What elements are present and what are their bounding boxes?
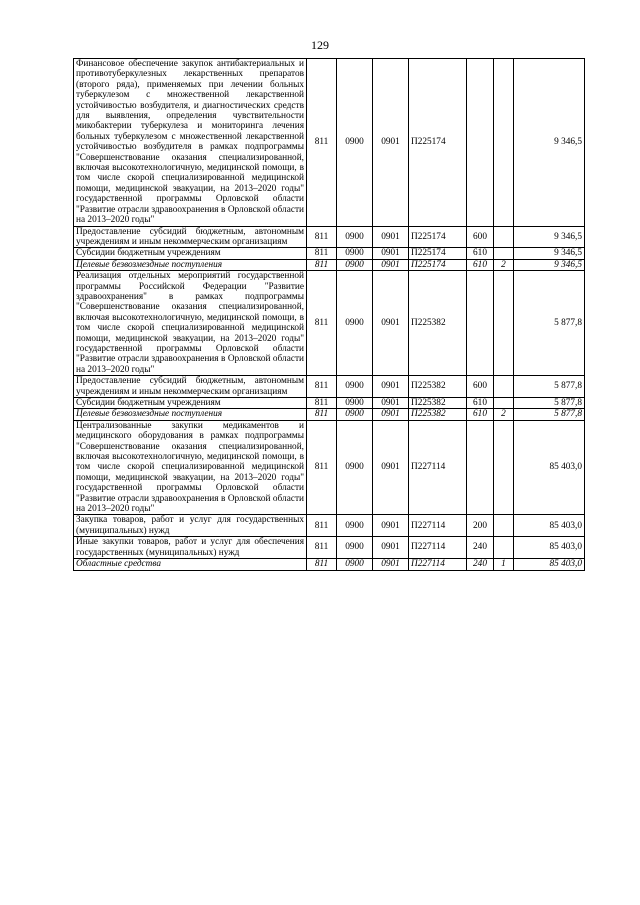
row-subsection: 0901 — [373, 271, 409, 376]
row-expense-type: 610 — [467, 248, 494, 259]
row-grbs: 811 — [307, 515, 337, 537]
row-amount: 5 877,8 — [514, 376, 585, 398]
row-expense-type: 240 — [467, 537, 494, 559]
row-target-article: П227114 — [409, 537, 467, 559]
row-subsection: 0901 — [373, 515, 409, 537]
row-name: Целевые безвозмездные поступления — [74, 409, 307, 420]
row-grbs: 811 — [307, 420, 337, 515]
row-subsection: 0901 — [373, 537, 409, 559]
row-name: Субсидии бюджетным учреждениям — [74, 248, 307, 259]
row-target-article: П225382 — [409, 376, 467, 398]
row-subsection: 0901 — [373, 248, 409, 259]
row-section: 0900 — [337, 376, 373, 398]
row-expense-type: 610 — [467, 409, 494, 420]
row-target-article: П227114 — [409, 420, 467, 515]
row-subsection: 0901 — [373, 226, 409, 248]
row-funding-source — [494, 271, 514, 376]
row-target-article: П227114 — [409, 559, 467, 570]
row-subsection: 0901 — [373, 376, 409, 398]
row-grbs: 811 — [307, 226, 337, 248]
row-funding-source — [494, 537, 514, 559]
row-funding-source: 2 — [494, 259, 514, 270]
row-section: 0900 — [337, 515, 373, 537]
row-grbs: 811 — [307, 271, 337, 376]
table-row — [74, 248, 585, 259]
row-amount: 85 403,0 — [514, 515, 585, 537]
table-row — [74, 559, 585, 570]
row-name: Предоставление субсидий бюджетным, автономным учреждениям и иным некоммерческим организациям — [74, 226, 307, 248]
row-funding-source — [494, 248, 514, 259]
row-target-article: П225382 — [409, 271, 467, 376]
row-expense-type: 600 — [467, 376, 494, 398]
row-section: 0900 — [337, 259, 373, 270]
budget-table — [73, 58, 585, 571]
row-name: Областные средства — [74, 559, 307, 570]
row-target-article: П227114 — [409, 515, 467, 537]
page-number: 129 — [311, 38, 329, 52]
row-subsection: 0901 — [373, 559, 409, 570]
row-expense-type — [467, 59, 494, 227]
row-target-article: П225382 — [409, 398, 467, 409]
row-grbs: 811 — [307, 259, 337, 270]
row-amount: 9 346,5 — [514, 259, 585, 270]
row-section: 0900 — [337, 409, 373, 420]
row-expense-type: 610 — [467, 259, 494, 270]
table-row — [74, 398, 585, 409]
row-section: 0900 — [337, 420, 373, 515]
row-section: 0900 — [337, 537, 373, 559]
row-target-article: П225174 — [409, 226, 467, 248]
row-subsection: 0901 — [373, 420, 409, 515]
table-row — [74, 515, 585, 537]
row-grbs: 811 — [307, 398, 337, 409]
table-row — [74, 226, 585, 248]
row-section: 0900 — [337, 59, 373, 227]
row-expense-type: 610 — [467, 398, 494, 409]
row-grbs: 811 — [307, 376, 337, 398]
row-subsection: 0901 — [373, 59, 409, 227]
row-expense-type — [467, 271, 494, 376]
row-amount: 5 877,8 — [514, 271, 585, 376]
row-name: Централизованные закупки медикаментов и медицинского оборудования в рамках подпрограммы "Совершенствование оказания специализированной, включая высокотехнологичную, медицинской помощи, в том числе скорой специализированной медицинской помощи, медицинской эвакуации, на 2013–2020 годы" государственной программы Орловской области "Развитие отрасли здравоохранения в Орловской области на 2013–2020 годы" — [74, 420, 307, 515]
row-name: Предоставление субсидий бюджетным, автономным учреждениям и иным некоммерческим организациям — [74, 376, 307, 398]
row-subsection: 0901 — [373, 398, 409, 409]
row-expense-type — [467, 420, 494, 515]
row-amount: 5 877,8 — [514, 409, 585, 420]
row-amount: 5 877,8 — [514, 398, 585, 409]
row-grbs: 811 — [307, 409, 337, 420]
row-target-article: П225174 — [409, 248, 467, 259]
row-subsection: 0901 — [373, 409, 409, 420]
row-amount: 85 403,0 — [514, 537, 585, 559]
row-target-article: П225174 — [409, 59, 467, 227]
row-amount: 85 403,0 — [514, 559, 585, 570]
row-amount: 9 346,5 — [514, 59, 585, 227]
row-amount: 9 346,5 — [514, 226, 585, 248]
row-section: 0900 — [337, 248, 373, 259]
row-funding-source — [494, 398, 514, 409]
row-section: 0900 — [337, 559, 373, 570]
table-row — [74, 59, 585, 227]
table-row — [74, 409, 585, 420]
row-name: Финансовое обеспечение закупок антибактериальных и противотуберкулезных лекарственных препаратов (второго ряда), применяемых при лечении больных туберкулезом с множественной лекарственной устойчивостью возбудителя, и диагностических средств для выявления, определения чувствительности микобактерии туберкулеза и мониторинга лечения больных туберкулезом с множественной лекарственной устойчивостью возбудителя в рамках подпрограммы "Совершенствование оказания специализированной, включая высокотехнологичную, медицинской помощи, в том числе скорой специализированной медицинской помощи, медицинской эвакуации, на 2013–2020 годы" государственной программы Орловской области "Развитие отрасли здравоохранения в Орловской области на 2013–2020 годы" — [74, 59, 307, 227]
row-name: Реализация отдельных мероприятий государственной программы Российской Федерации "Развитие здравоохранения" в рамках подпрограммы "Совершенствование оказания специализированной, включая высокотехнологичную, медицинской помощи, в том числе скорой специализированной медицинской помощи, медицинской эвакуации, на 2013–2020 годы" государственной программы Орловской области "Развитие отрасли здравоохранения в Орловской области на 2013–2020 годы" — [74, 271, 307, 376]
row-name: Субсидии бюджетным учреждениям — [74, 398, 307, 409]
table-row — [74, 420, 585, 515]
row-funding-source — [494, 59, 514, 227]
row-expense-type: 240 — [467, 559, 494, 570]
row-funding-source — [494, 515, 514, 537]
row-target-article: П225174 — [409, 259, 467, 270]
row-name: Целевые безвозмездные поступления — [74, 259, 307, 270]
row-funding-source: 1 — [494, 559, 514, 570]
row-grbs: 811 — [307, 59, 337, 227]
row-grbs: 811 — [307, 248, 337, 259]
table-row — [74, 271, 585, 376]
row-funding-source: 2 — [494, 409, 514, 420]
row-funding-source — [494, 420, 514, 515]
row-amount: 85 403,0 — [514, 420, 585, 515]
row-name: Закупка товаров, работ и услуг для государственных (муниципальных) нужд — [74, 515, 307, 537]
row-amount: 9 346,5 — [514, 248, 585, 259]
row-grbs: 811 — [307, 559, 337, 570]
row-subsection: 0901 — [373, 259, 409, 270]
row-expense-type: 200 — [467, 515, 494, 537]
table-row — [74, 537, 585, 559]
row-section: 0900 — [337, 226, 373, 248]
row-grbs: 811 — [307, 537, 337, 559]
table-row — [74, 376, 585, 398]
row-expense-type: 600 — [467, 226, 494, 248]
row-funding-source — [494, 376, 514, 398]
row-section: 0900 — [337, 271, 373, 376]
row-section: 0900 — [337, 398, 373, 409]
row-target-article: П225382 — [409, 409, 467, 420]
row-funding-source — [494, 226, 514, 248]
table-row — [74, 259, 585, 270]
row-name: Иные закупки товаров, работ и услуг для обеспечения государственных (муниципальных) нужд — [74, 537, 307, 559]
